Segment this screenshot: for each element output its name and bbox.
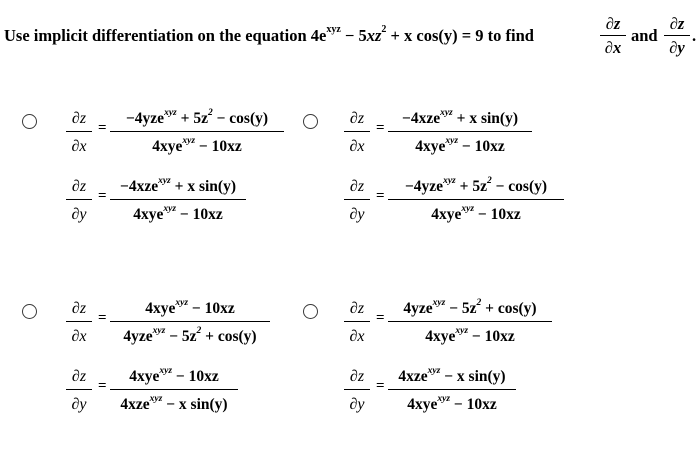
- n-a: 4xze: [398, 368, 428, 385]
- dy-label: ∂y: [349, 396, 365, 413]
- fraction-bar: [110, 131, 284, 132]
- and-word: and: [631, 26, 658, 45]
- dy-label: ∂y: [71, 206, 87, 223]
- fraction-bar: [66, 199, 92, 200]
- denominator: [110, 136, 284, 157]
- radio-button[interactable]: [303, 304, 318, 319]
- target-dz-dy-num: ∂z: [669, 14, 685, 33]
- dz-dx-fraction: [388, 298, 552, 347]
- d-a: 4xze: [120, 396, 150, 413]
- n-a: 4xye: [129, 368, 160, 385]
- denominator: [388, 326, 552, 347]
- dz-dx-fraction: [110, 298, 270, 347]
- n-exp: xyz: [440, 108, 453, 118]
- dz-dy-fraction: [110, 176, 246, 225]
- numerator: [388, 176, 564, 197]
- d-b: − 10xz: [176, 206, 223, 223]
- n-b: − x sin(y): [440, 368, 506, 385]
- radio-button[interactable]: [22, 114, 37, 129]
- equals-sign: =: [98, 310, 107, 326]
- denominator: [388, 394, 516, 415]
- target-dz-dx-num: ∂z: [605, 14, 621, 33]
- question-stem: [4, 26, 534, 46]
- d-a: 4yze: [123, 328, 153, 345]
- numerator: [388, 366, 516, 387]
- d-sq: 2: [196, 326, 202, 336]
- numerator: [110, 366, 238, 387]
- answer-option-d[interactable]: [300, 298, 600, 438]
- fraction-bar: [66, 321, 92, 322]
- dz-label: ∂z: [71, 300, 87, 317]
- equals-sign: =: [376, 188, 385, 204]
- d-exp: xyz: [152, 326, 166, 336]
- n-sq: 2: [486, 176, 492, 186]
- d-b: − 10xz: [458, 138, 505, 155]
- dz-dx-line: [344, 298, 584, 360]
- answer-option-a[interactable]: [0, 108, 300, 248]
- d-b: − 5z: [165, 328, 197, 345]
- d-exp: xyz: [461, 204, 475, 214]
- fraction-bar: [66, 131, 92, 132]
- dz-dx-line: [344, 108, 584, 170]
- n-sq: 2: [207, 108, 213, 118]
- fraction-bar: [388, 321, 552, 322]
- dz-dy-line: [66, 176, 296, 238]
- d-a: 4xye: [133, 206, 164, 223]
- fraction-bar: [110, 321, 270, 322]
- dy-label: ∂y: [71, 396, 87, 413]
- fraction-bar: [344, 321, 370, 322]
- radio-button[interactable]: [22, 304, 37, 319]
- answer-option-c[interactable]: [0, 298, 300, 438]
- n-b: + 5z: [176, 110, 208, 127]
- n-b: − 10xz: [188, 300, 235, 317]
- d-b: − x sin(y): [162, 396, 228, 413]
- stem-text-2: − 5: [340, 26, 367, 45]
- dz-label: ∂z: [349, 368, 365, 385]
- dz-dx-line: [66, 298, 296, 360]
- n-c: + cos(y): [481, 300, 537, 317]
- n-a: −4yze: [125, 110, 165, 127]
- fraction-bar: [388, 131, 532, 132]
- d-b: − 10xz: [468, 328, 515, 345]
- dy-label: ∂y: [349, 206, 365, 223]
- dz-label: ∂z: [349, 300, 365, 317]
- d-exp: xyz: [182, 136, 196, 146]
- dz-dx: [344, 298, 370, 347]
- fraction-bar: [600, 35, 626, 36]
- n-exp: xyz: [443, 176, 456, 186]
- denominator: [388, 204, 564, 225]
- target-dz-dx: [600, 14, 626, 58]
- dz-label: ∂z: [71, 178, 87, 195]
- d-a: 4xye: [415, 138, 446, 155]
- n-a: −4yze: [404, 178, 444, 195]
- dz-label: ∂z: [349, 178, 365, 195]
- denominator: [110, 394, 238, 415]
- dz-dy-fraction: [388, 366, 516, 415]
- denominator: [110, 204, 246, 225]
- n-b: − 5z: [445, 300, 477, 317]
- period: .: [692, 26, 697, 45]
- denominator: [110, 326, 270, 347]
- fraction-bar: [110, 389, 238, 390]
- d-a: 4xye: [407, 396, 438, 413]
- dz-dx-fraction: [388, 108, 532, 157]
- d-exp: xyz: [163, 204, 177, 214]
- d-a: 4xye: [425, 328, 456, 345]
- n-a: 4xye: [145, 300, 176, 317]
- question-prompt: [4, 14, 700, 70]
- dx-label: ∂x: [349, 138, 365, 155]
- n-sq: 2: [476, 298, 482, 308]
- numerator: [388, 108, 532, 129]
- dz-dy: [66, 176, 92, 225]
- equals-sign: =: [98, 378, 107, 394]
- d-c: + cos(y): [201, 328, 257, 345]
- target-dz-dy-den: ∂y: [669, 38, 685, 57]
- d-exp: xyz: [149, 394, 163, 404]
- numerator: [110, 298, 270, 319]
- fraction-bar: [664, 35, 690, 36]
- n-exp: xyz: [159, 366, 173, 376]
- fraction-bar: [344, 199, 370, 200]
- dz-label: ∂z: [349, 110, 365, 127]
- equals-sign: =: [98, 120, 107, 136]
- dx-label: ∂x: [71, 138, 87, 155]
- fraction-bar: [344, 389, 370, 390]
- n-exp: xyz: [175, 298, 189, 308]
- target-dz-dx-den: ∂x: [604, 38, 622, 57]
- dz-dy-line: [344, 176, 584, 238]
- d-exp: xyz: [445, 136, 459, 146]
- dz-dx: [344, 108, 370, 157]
- dz-dy-line: [344, 366, 584, 428]
- n-b: − 10xz: [172, 368, 219, 385]
- dz-dy: [344, 176, 370, 225]
- stem-xz: xz: [366, 26, 382, 45]
- dz-dy: [344, 366, 370, 415]
- equals-sign: =: [98, 188, 107, 204]
- fraction-bar: [388, 199, 564, 200]
- dz-dy-fraction: [388, 176, 564, 225]
- dz-dy-fraction: [110, 366, 238, 415]
- dz-dx-fraction: [110, 108, 284, 157]
- d-a: 4xye: [152, 138, 183, 155]
- dz-label: ∂z: [71, 110, 87, 127]
- target-dz-dy: [664, 14, 690, 58]
- fraction-bar: [344, 131, 370, 132]
- dx-label: ∂x: [71, 328, 87, 345]
- stem-text-3: + x cos(y) = 9 to find: [386, 26, 534, 45]
- numerator: [110, 108, 284, 129]
- n-c: − cos(y): [491, 178, 548, 195]
- n-b: + x sin(y): [170, 178, 236, 195]
- d-b: − 10xz: [450, 396, 497, 413]
- answer-option-b[interactable]: [300, 108, 600, 248]
- dz-dx: [66, 108, 92, 157]
- n-exp: xyz: [164, 108, 177, 118]
- fraction-bar: [388, 389, 516, 390]
- n-exp: xyz: [427, 366, 441, 376]
- numerator: [388, 298, 552, 319]
- n-a: −4xze: [401, 110, 441, 127]
- equals-sign: =: [376, 378, 385, 394]
- n-exp: xyz: [158, 176, 171, 186]
- dz-label: ∂z: [71, 368, 87, 385]
- n-a: −4xze: [119, 178, 159, 195]
- radio-button[interactable]: [303, 114, 318, 129]
- fraction-bar: [110, 199, 246, 200]
- d-a: 4xye: [431, 206, 462, 223]
- equals-sign: =: [376, 310, 385, 326]
- stem-text: Use implicit differentiation on the equation 4e: [4, 26, 327, 45]
- n-c: − cos(y): [212, 110, 269, 127]
- n-b: + x sin(y): [452, 110, 518, 127]
- n-exp: xyz: [432, 298, 446, 308]
- dz-dy-line: [66, 366, 296, 428]
- d-exp: xyz: [455, 326, 469, 336]
- d-exp: xyz: [437, 394, 451, 404]
- d-b: − 10xz: [474, 206, 521, 223]
- d-b: − 10xz: [195, 138, 242, 155]
- stem-exponent: xyz: [326, 24, 341, 35]
- n-a: 4yze: [403, 300, 433, 317]
- stem-square: 2: [381, 24, 387, 35]
- n-b: + 5z: [455, 178, 487, 195]
- numerator: [110, 176, 246, 197]
- dz-dx-line: [66, 108, 296, 170]
- equals-sign: =: [376, 120, 385, 136]
- dz-dx: [66, 298, 92, 347]
- dx-label: ∂x: [349, 328, 365, 345]
- fraction-bar: [66, 389, 92, 390]
- dz-dy: [66, 366, 92, 415]
- denominator: [388, 136, 532, 157]
